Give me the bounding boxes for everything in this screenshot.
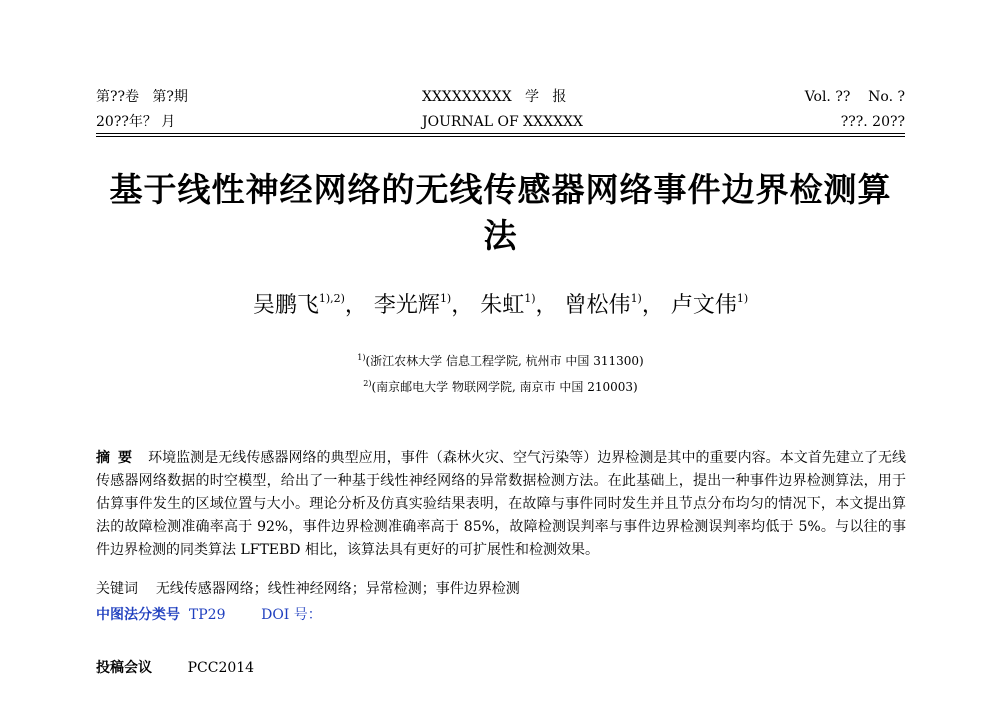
- submission-label: 投稿会议: [96, 660, 152, 676]
- author: [374, 293, 480, 318]
- abstract: [96, 447, 906, 562]
- author-name: 卢文伟: [670, 293, 737, 318]
- submission: [96, 658, 254, 678]
- abstract-text: 环境监测是无线传感器网络的典型应用，事件（森林火灾、空气污染等）边界检测是其中的重要内容。本文首先建立了无线传感器网络数据的时空模型，给出了一种基于线性神经网络的异常数据检测方法。在此基础上，提出一种事件边界检测算法，用于估算事件发生的区域位置与大小。理论分析及仿真实验结果表明，在故障与事件同时发生并且节点分布均匀的情况下，本文提出算法的故障检测准确率高于 92%，事件边界检测准确率高于 85%，故障检测误判率与事件边界检测误判率均低于 5%。与以往的事件边界检测的同类算法 LFTEBD 相比，该算法具有更好的可扩展性和检测效果。: [96, 450, 907, 558]
- keywords-label: 关键词: [96, 581, 138, 597]
- classification: [96, 605, 322, 625]
- author-separator: ，: [641, 293, 671, 318]
- abstract-label: 摘要: [96, 450, 141, 466]
- vol-no: Vol. ?? No. ?: [804, 89, 905, 105]
- affiliation-text: (南京邮电大学 物联网学院, 南京市 中国 210003): [371, 380, 638, 394]
- author-affil-mark: 1): [524, 292, 536, 305]
- keywords-text: 无线传感器网络；线性神经网络；异常检测；事件边界检测: [155, 581, 520, 597]
- author: [565, 293, 671, 318]
- author-affil-mark: 1): [630, 292, 642, 305]
- affiliation: [96, 350, 905, 369]
- author-separator: ，: [344, 293, 374, 318]
- author-affil-mark: 1): [736, 292, 749, 305]
- affiliation-text: (浙江农林大学 信息工程学院, 杭州市 中国 311300): [365, 354, 644, 368]
- author-affil-mark: 1),2): [318, 292, 345, 305]
- author-list: [96, 285, 905, 320]
- author: [480, 293, 564, 318]
- header-rule-bottom: [96, 136, 905, 137]
- author: [253, 293, 374, 318]
- author-name: 曾松伟: [564, 293, 631, 318]
- header-rule-top: [96, 133, 905, 134]
- doi-label: DOI 号：: [261, 607, 322, 623]
- journal-name-cn: XXXXXXXXX 学 报: [422, 89, 567, 105]
- affiliation: [96, 376, 905, 395]
- paper-title: 基于线性神经网络的无线传感器网络事件边界检测算法: [109, 170, 892, 255]
- affiliation-mark: 2): [363, 379, 372, 388]
- author-separator: ，: [451, 293, 481, 318]
- author-name: 吴鹏飞: [252, 293, 319, 318]
- submission-value: PCC2014: [187, 660, 255, 676]
- journal-name-en: JOURNAL OF XXXXXX: [422, 114, 583, 130]
- author-name: 朱虹: [480, 293, 525, 318]
- affiliation-mark: 1): [357, 353, 366, 362]
- author-name: 李光辉: [373, 293, 440, 318]
- date-en: ???. 20??: [840, 114, 905, 130]
- clc-value: TP29: [188, 607, 226, 623]
- volume-issue: 第??卷 第?期: [96, 89, 188, 105]
- date-cn: 20??年？ 月: [96, 114, 176, 130]
- clc-label: 中图法分类号: [96, 607, 180, 623]
- author-affil-mark: 1): [439, 292, 452, 305]
- author: [671, 293, 748, 318]
- author-separator: ，: [535, 293, 565, 318]
- keywords: [96, 579, 520, 599]
